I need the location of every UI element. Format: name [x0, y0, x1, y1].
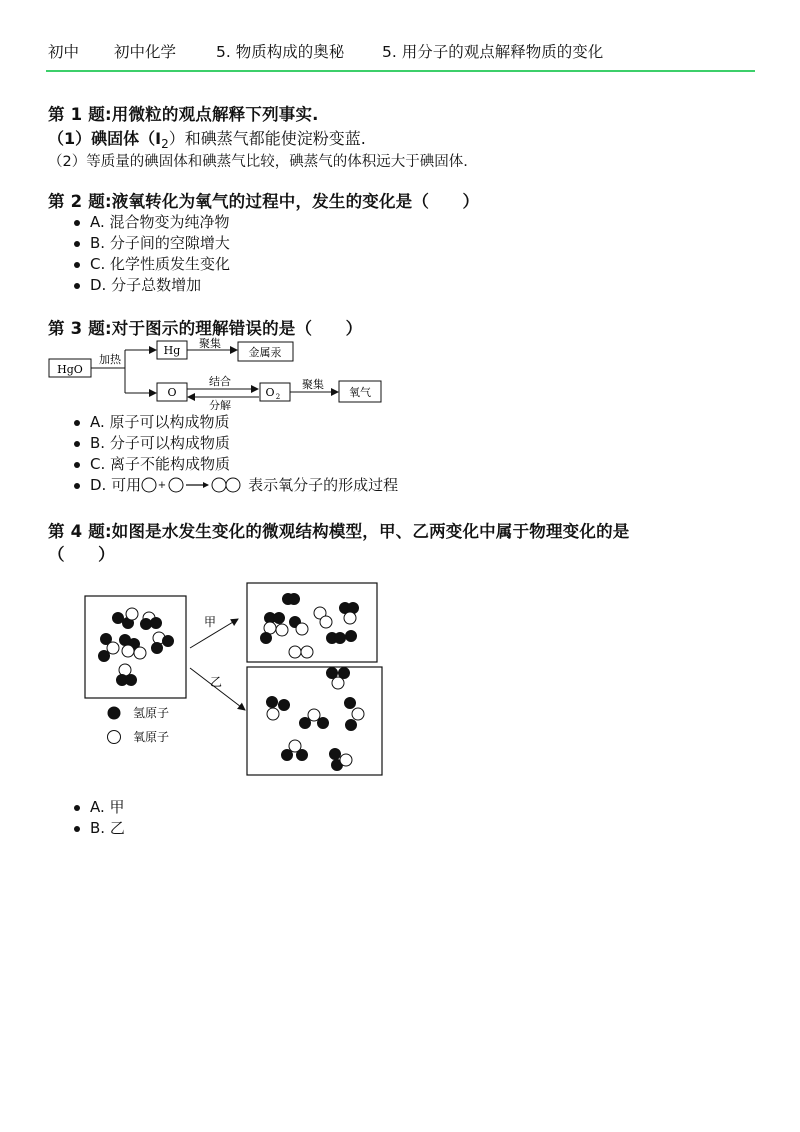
atom-legend [100, 700, 200, 750]
option-item[interactable]: B. 乙 [70, 818, 125, 839]
option-item[interactable]: A. 甲 [70, 797, 125, 818]
heat-label: 加热 [99, 353, 121, 366]
mercury-label: 金属汞 [248, 346, 282, 359]
question-1-line-1-suffix: ）和碘蒸气都能使淀粉变蓝. [168, 129, 366, 148]
svg-text:+: + [157, 480, 167, 491]
breadcrumb-level-4[interactable]: 5. 用分子的观点解释物质的变化 [382, 43, 604, 61]
question-4-options [70, 797, 125, 839]
decompose-label: 分解 [209, 399, 231, 410]
question-2-title: 第 2 题:液氧转化为氧气的过程中，发生的变化是（ ） [48, 192, 480, 211]
iodine-subscript: 2 [161, 137, 169, 152]
mercury-oxide-decomposition-diagram [40, 335, 400, 410]
combine-label: 结合 [209, 375, 231, 388]
option-item[interactable]: A. 原子可以构成物质 [70, 412, 398, 433]
jia-label: 甲 [203, 615, 217, 629]
oxygen-atoms-combine-icon [141, 477, 248, 493]
question-1-line-1-prefix: （1）碘固体（I [48, 129, 162, 148]
gather-label-1: 聚集 [199, 337, 221, 350]
legend-hydrogen-label: 氢原子 [133, 706, 170, 720]
option-d-prefix: D. 可用 [90, 476, 142, 494]
breadcrumb-level-2[interactable]: 初中化学 [114, 43, 177, 61]
option-item[interactable]: D. 分子总数增加 [70, 275, 230, 296]
question-1-line-1 [48, 126, 366, 151]
hgo-label: HgO [57, 363, 83, 376]
breadcrumb-level-3[interactable]: 5. 物质构成的奥秘 [216, 43, 345, 61]
option-item[interactable] [70, 475, 398, 496]
question-1-title: 第 1 题:用微粒的观点解释下列事实. [48, 105, 319, 124]
breadcrumb [48, 40, 754, 62]
legend-oxygen-label: 氧原子 [133, 730, 170, 744]
option-item[interactable]: C. 化学性质发生变化 [70, 254, 230, 275]
o2-subscript: 2 [275, 393, 281, 401]
gather-label-2: 聚集 [302, 378, 324, 391]
question-4-title-cont: （ ） [48, 545, 115, 564]
oxygen-label: 氧气 [349, 386, 371, 399]
oxygen-atom-icon [108, 731, 121, 744]
breadcrumb-level-1[interactable]: 初中 [48, 43, 80, 61]
o-label: O [167, 386, 177, 399]
question-4-title: 第 4 题:如图是水发生变化的微观结构模型，甲、乙两变化中属于物理变化的是 [48, 522, 630, 541]
option-item[interactable]: A. 混合物变为纯净物 [70, 212, 230, 233]
option-d-suffix: 表示氧分子的形成过程 [248, 476, 399, 494]
header-divider [46, 70, 755, 72]
option-item[interactable]: C. 离子不能构成物质 [70, 454, 398, 475]
option-item[interactable]: B. 分子可以构成物质 [70, 433, 398, 454]
question-1-line-2: （2）等质量的碘固体和碘蒸气比较，碘蒸气的体积远大于碘固体. [48, 154, 468, 170]
question-2-options [70, 212, 230, 296]
o2-label: O [265, 386, 275, 399]
hg-label: Hg [163, 344, 181, 357]
question-3-title: 第 3 题:对于图示的理解错误的是（ ） [48, 319, 363, 338]
yi-label: 乙 [209, 675, 223, 689]
hydrogen-atom-icon [108, 707, 120, 719]
option-item[interactable]: B. 分子间的空隙增大 [70, 233, 230, 254]
question-3-options [70, 412, 398, 496]
